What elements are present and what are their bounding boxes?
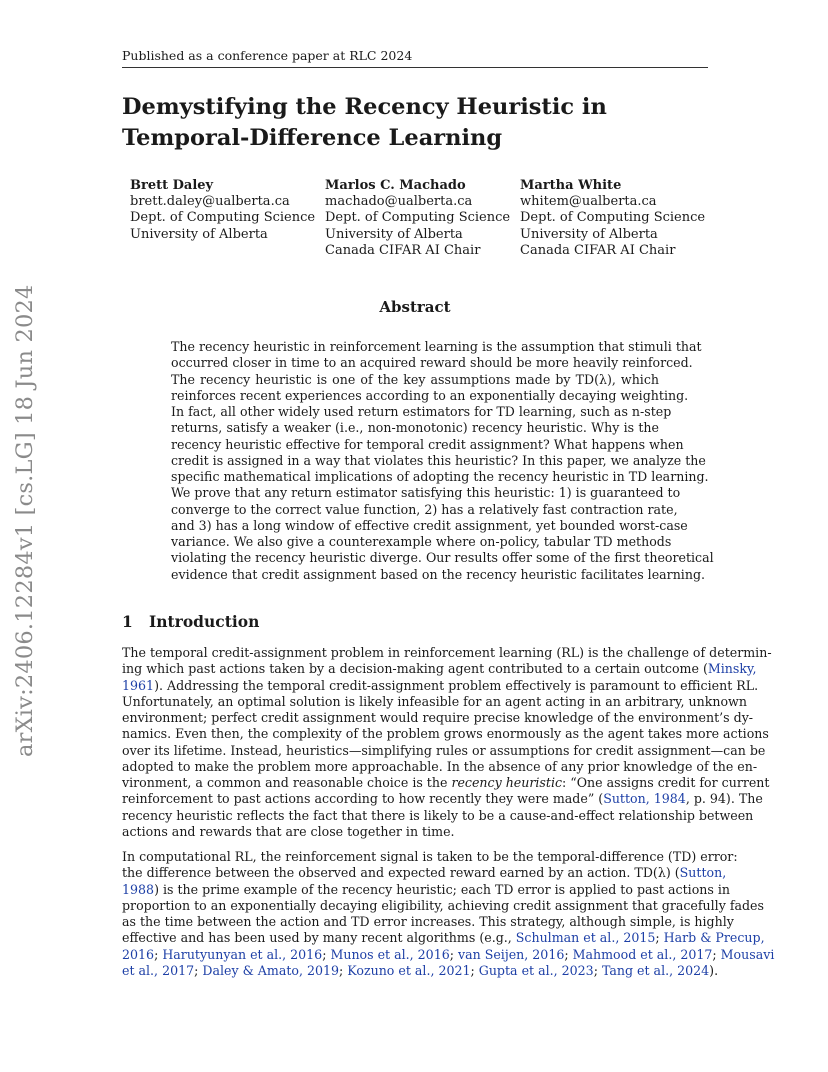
section-number: 1 [122,612,133,631]
text-run: ; [593,962,602,978]
text-run: ; [470,962,479,978]
text-line [122,661,757,677]
title-line: Demystifying the Recency Heuristic in [122,94,607,120]
text-run: ). Addressing the temporal credit-assignment problem effectively is paramount to efficient RL. [154,677,759,693]
author-affiliation: Canada CIFAR AI Chair [325,242,481,258]
text-line [122,865,727,881]
author-card [520,178,710,259]
author-univ: University of Alberta [130,226,268,242]
text-run: : “One assigns credit for current [562,775,770,790]
emphasis: recency heuristic [451,775,563,790]
section-heading [122,612,259,631]
abstract-line: converge to the correct value function, 2) has a relatively fast contraction rate, [171,501,678,517]
section-title: Introduction [149,612,260,631]
title-line: Temporal-Difference Learning [122,125,503,151]
author-name: Brett Daley [130,178,214,193]
text-run: ; [154,946,163,962]
author-affiliation: Canada CIFAR AI Chair [520,242,676,258]
text-run: vironment, a common and reasonable choice is the [122,775,452,790]
text-run: ; [655,930,664,946]
abstract-line: occurred closer in time to an acquired reward should be more heavily reinforced. [171,355,693,371]
author-email: whitem@ualberta.ca [520,194,657,210]
author-dept: Dept. of Computing Science [520,210,706,226]
citation-link[interactable]: Daley & Amato, 2019 [202,962,340,978]
text-run: ; [564,946,573,962]
citation-link[interactable]: 1961 [122,677,155,693]
citation-link[interactable]: Harb & Precup, [663,930,765,946]
text-run: ; [712,946,721,962]
text-line: namics. Even then, the complexity of the problem grows enormously as the agent takes more actions [122,726,769,742]
citation-link[interactable]: Tang et al., 2024 [601,962,710,978]
abstract-text [171,339,714,583]
citation-link[interactable]: van Seijen, 2016 [457,946,565,962]
text-line: environment; perfect credit assignment would require precise knowledge of the environment’s dy- [122,710,754,725]
citation-link[interactable]: Mousavi [720,946,775,962]
text-line [122,775,770,791]
running-head: Published as a conference paper at RLC 2024 [122,48,708,68]
text-line: adopted to make the problem more approachable. In the absence of any prior knowledge of the en- [122,758,758,774]
text-run: ; [449,946,458,962]
author-email: machado@ualberta.ca [325,194,473,210]
abstract-line: variance. We also give a counterexample where on-policy, tabular TD methods [171,534,672,549]
text-run: ; [322,946,331,962]
citation-link[interactable]: 2016 [122,946,155,962]
text-line: recency heuristic reflects the fact that there is likely to be a cause-and-effect relationship between [122,807,754,823]
text-run: ) is the prime example of the recency heuristic; each TD error is applied to past actions in [154,881,730,897]
text-line [122,677,759,694]
text-run: the difference between the observed and expected reward earned by an action. TD(λ) ( [122,865,680,881]
citation-link[interactable]: Sutton, 1984 [603,791,686,807]
citation-link[interactable]: Sutton, [679,865,727,881]
text-line [122,962,719,979]
abstract-line: reinforces recent experiences according to an exponentially decaying weighting. [171,387,689,403]
author-name: Marlos C. Machado [325,178,466,193]
text-line [122,791,763,807]
text-run: effective and has been used by many recent algorithms (e.g., [122,930,516,946]
author-univ: University of Alberta [325,226,463,242]
citation-link[interactable]: Harutyunyan et al., 2016 [162,946,323,962]
author-dept: Dept. of Computing Science [325,210,511,226]
text-line: The temporal credit-assignment problem in reinforcement learning (RL) is the challenge of determin- [122,645,772,660]
author-card [130,178,320,243]
text-line: proportion to an exponentially decaying eligibility, achieving credit assignment that gracefully fades [122,897,764,913]
abstract-line: We prove that any return estimator satisfying this heuristic: 1) is guaranteed to [171,485,681,501]
text-line [122,946,775,963]
arxiv-stamp: arXiv:2406.12284v1 [cs.LG] 18 Jun 2024 [12,284,38,757]
citation-link[interactable]: Munos et al., 2016 [330,946,450,962]
text-line: over its lifetime. Instead, heuristics—simplifying rules or assumptions for credit assignment—can be [122,742,766,758]
abstract-line: specific mathematical implications of adopting the recency heuristic in TD learning. [171,469,709,484]
citation-link[interactable]: et al., 2017 [122,962,195,978]
text-run: reinforcement to past actions according to how recently they were made” ( [122,791,604,807]
text-line [122,881,730,898]
abstract-line: returns, satisfy a weaker (i.e., non-monotonic) recency heuristic. Why is the [171,420,659,436]
text-line: as the time between the action and TD error increases. This strategy, although simple, is highly [122,914,734,929]
abstract-line: credit is assigned in a way that violates this heuristic? In this paper, we analyze the [171,452,706,468]
citation-link[interactable]: Minsky, [707,661,757,677]
abstract-line: recency heuristic effective for temporal credit assignment? What happens when [171,436,684,452]
text-run: ing which past actions taken by a decision-making agent contributed to a certain outcome ( [122,661,708,677]
citation-link[interactable]: Mahmood et al., 2017 [572,946,713,962]
text-run: ; [339,962,348,978]
abstract-line: violating the recency heuristic diverge. Our results offer some of the first theoretical [171,550,714,566]
citation-link[interactable]: Kozuno et al., 2021 [347,962,471,978]
author-card [325,178,515,259]
author-name: Martha White [520,178,622,193]
text-line: In computational RL, the reinforcement signal is taken to be the temporal-difference (TD) error: [122,849,738,864]
citation-link[interactable]: Gupta et al., 2023 [478,962,594,978]
citation-link[interactable]: 1988 [122,881,155,897]
text-line [122,930,765,946]
abstract-line: In fact, all other widely used return estimators for TD learning, such as n-step [171,404,672,419]
text-line: actions and rewards that are close together in time. [122,823,455,839]
intro-paragraph-1 [122,645,772,840]
author-univ: University of Alberta [520,226,658,242]
text-run: ). [709,962,719,978]
paper-title [122,92,708,154]
author-dept: Dept. of Computing Science [130,210,316,226]
text-line: Unfortunately, an optimal solution is likely infeasible for an agent acting in an arbitrary, unknown [122,693,747,709]
abstract-line: The recency heuristic is one of the key assumptions made by TD(λ), which [171,371,659,387]
abstract-line: evidence that credit assignment based on the recency heuristic facilitates learning. [171,566,706,582]
text-run: , p. 94). The [685,791,763,807]
abstract-line: The recency heuristic in reinforcement learning is the assumption that stimuli that [171,339,702,354]
author-email: brett.daley@ualberta.ca [130,194,290,210]
citation-link[interactable]: Schulman et al., 2015 [515,930,656,946]
text-run: ; [194,962,203,978]
abstract-line: and 3) has a long window of effective credit assignment, yet bounded worst-case [171,517,688,533]
intro-paragraph-2 [122,849,775,979]
abstract-heading: Abstract [379,298,451,316]
